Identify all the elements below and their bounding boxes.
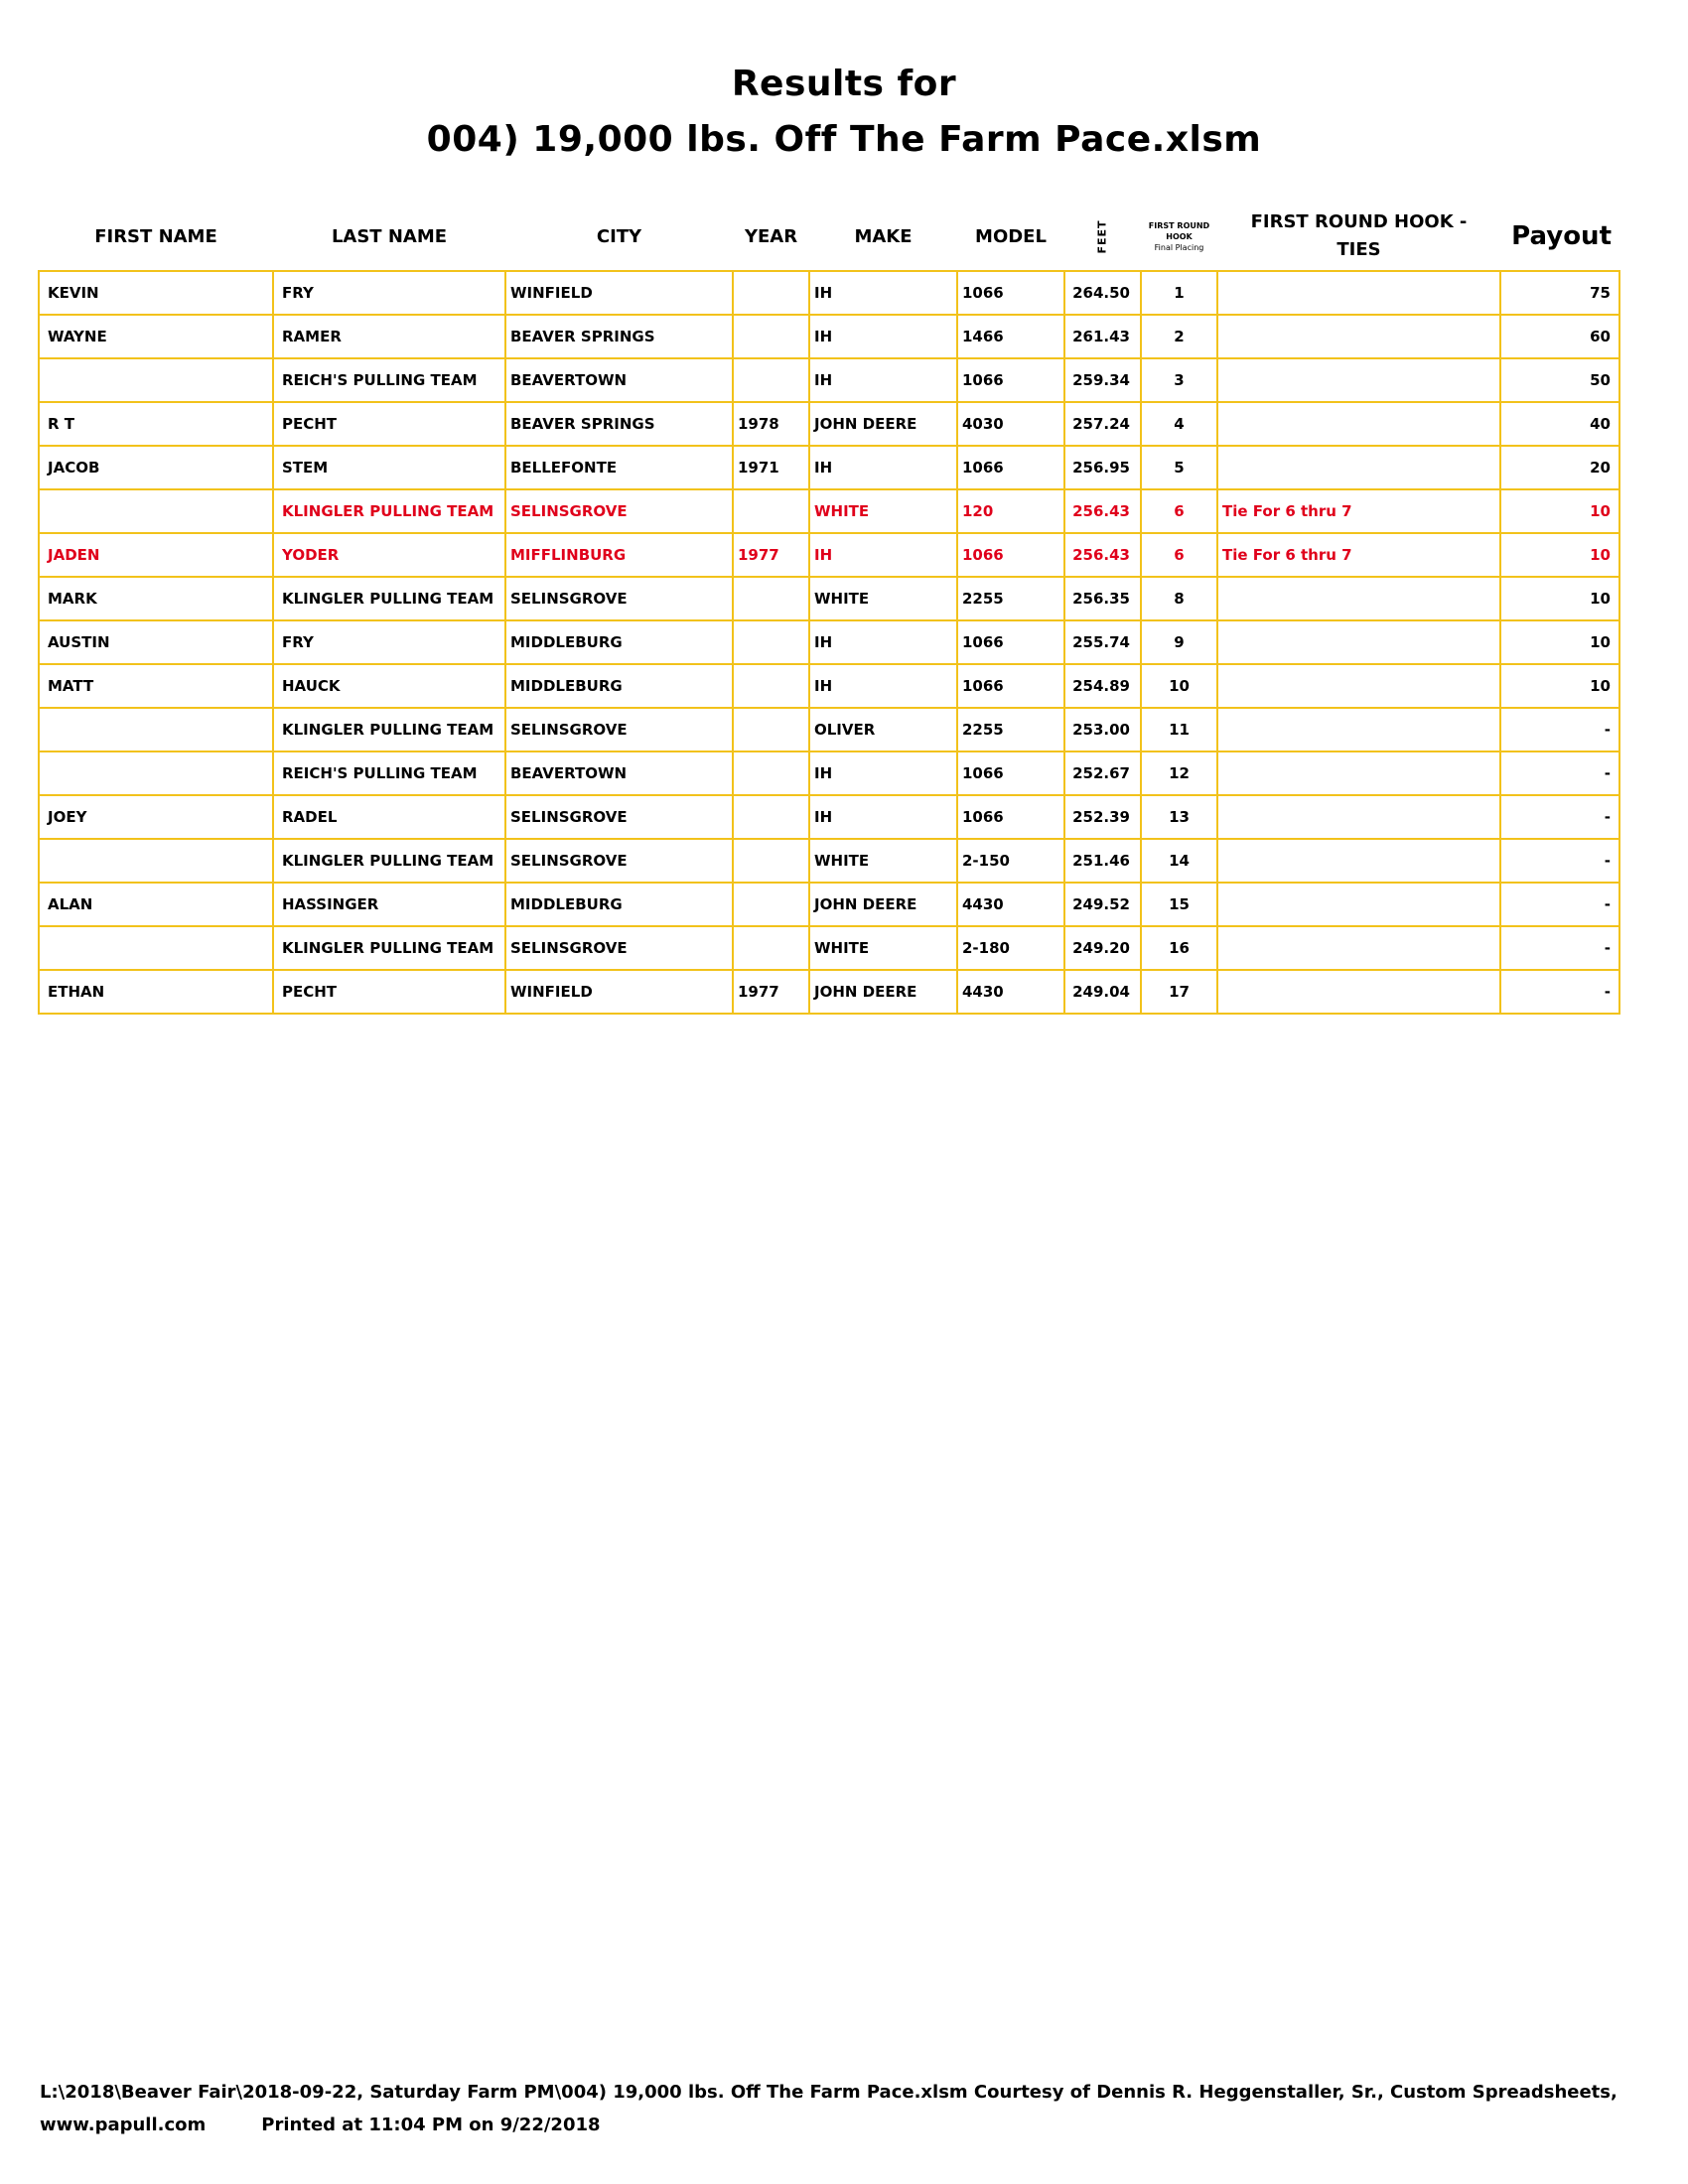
feet-cell: 249.20 [1064, 926, 1141, 970]
ties-cell [1217, 315, 1500, 358]
placing-cell: 10 [1141, 664, 1217, 708]
payout-cell: - [1500, 708, 1619, 751]
first-name-cell [39, 489, 273, 533]
placing-cell: 4 [1141, 402, 1217, 446]
header-model: MODEL [957, 203, 1064, 271]
make-cell: IH [809, 446, 957, 489]
make-cell: IH [809, 358, 957, 402]
first-name-cell: MARK [39, 577, 273, 620]
make-cell: WHITE [809, 839, 957, 883]
make-cell: IH [809, 795, 957, 839]
city-cell: WINFIELD [505, 271, 733, 315]
footer-path: L:\2018\Beaver Fair\2018-09-22, Saturday Farm PM\004) 19,000 lbs. Off The Farm Pace.xlsm Courtesy of Dennis R. Heggenstaller, Sr., Custom Spreadsheets, [40, 2082, 1618, 2103]
last-name-cell: KLINGLER PULLING TEAM [273, 926, 505, 970]
header-first-name: FIRST NAME [39, 203, 273, 271]
placing-cell: 16 [1141, 926, 1217, 970]
table-row [39, 883, 1619, 926]
feet-cell: 249.04 [1064, 970, 1141, 1014]
ties-cell [1217, 358, 1500, 402]
first-name-cell: MATT [39, 664, 273, 708]
model-cell: 1066 [957, 533, 1064, 577]
payout-cell: - [1500, 751, 1619, 795]
ties-cell [1217, 970, 1500, 1014]
last-name-cell: FRY [273, 271, 505, 315]
table-row [39, 402, 1619, 446]
first-name-cell: KEVIN [39, 271, 273, 315]
make-cell: WHITE [809, 926, 957, 970]
city-cell: MIDDLEBURG [505, 620, 733, 664]
city-cell: SELINSGROVE [505, 926, 733, 970]
year-cell [733, 751, 809, 795]
table-row [39, 446, 1619, 489]
payout-cell: - [1500, 970, 1619, 1014]
header-frh-line-3: Final Placing [1154, 242, 1204, 252]
city-cell: MIDDLEBURG [505, 664, 733, 708]
make-cell: IH [809, 533, 957, 577]
first-name-cell [39, 708, 273, 751]
year-cell: 1977 [733, 970, 809, 1014]
year-cell [733, 664, 809, 708]
model-cell: 1066 [957, 271, 1064, 315]
ties-cell [1217, 839, 1500, 883]
placing-cell: 2 [1141, 315, 1217, 358]
ties-cell [1217, 620, 1500, 664]
make-cell: IH [809, 751, 957, 795]
last-name-cell: HASSINGER [273, 883, 505, 926]
make-cell: IH [809, 620, 957, 664]
last-name-cell: KLINGLER PULLING TEAM [273, 839, 505, 883]
placing-cell: 11 [1141, 708, 1217, 751]
last-name-cell: HAUCK [273, 664, 505, 708]
table-row [39, 664, 1619, 708]
header-row [39, 203, 1619, 271]
table-row [39, 489, 1619, 533]
model-cell: 2-150 [957, 839, 1064, 883]
results-table [38, 203, 1620, 1015]
last-name-cell: KLINGLER PULLING TEAM [273, 577, 505, 620]
last-name-cell: YODER [273, 533, 505, 577]
results-body [39, 271, 1619, 1014]
placing-cell: 5 [1141, 446, 1217, 489]
payout-cell: 10 [1500, 577, 1619, 620]
header-feet [1064, 203, 1141, 271]
table-row [39, 358, 1619, 402]
header-ties-line-1: FIRST ROUND HOOK - [1250, 211, 1468, 232]
payout-cell: 10 [1500, 620, 1619, 664]
feet-cell: 256.43 [1064, 489, 1141, 533]
year-cell [733, 489, 809, 533]
header-make: MAKE [809, 203, 957, 271]
table-row [39, 839, 1619, 883]
model-cell: 2-180 [957, 926, 1064, 970]
city-cell: SELINSGROVE [505, 839, 733, 883]
model-cell: 120 [957, 489, 1064, 533]
header-feet-label: FEET [1095, 218, 1109, 254]
city-cell: SELINSGROVE [505, 708, 733, 751]
city-cell: BEAVERTOWN [505, 358, 733, 402]
last-name-cell: RADEL [273, 795, 505, 839]
make-cell: JOHN DEERE [809, 970, 957, 1014]
title-line-1: Results for [731, 64, 957, 104]
model-cell: 2255 [957, 577, 1064, 620]
first-name-cell: AUSTIN [39, 620, 273, 664]
year-cell [733, 620, 809, 664]
header-ties-line-2: TIES [1336, 239, 1381, 260]
table-row [39, 708, 1619, 751]
last-name-cell: KLINGLER PULLING TEAM [273, 489, 505, 533]
feet-cell: 264.50 [1064, 271, 1141, 315]
payout-cell: 10 [1500, 664, 1619, 708]
header-last-name: LAST NAME [273, 203, 505, 271]
feet-cell: 249.52 [1064, 883, 1141, 926]
feet-cell: 259.34 [1064, 358, 1141, 402]
header-city: CITY [505, 203, 733, 271]
last-name-cell: RAMER [273, 315, 505, 358]
ties-cell [1217, 664, 1500, 708]
first-name-cell: JACOB [39, 446, 273, 489]
ties-cell: Tie For 6 thru 7 [1217, 489, 1500, 533]
feet-cell: 257.24 [1064, 402, 1141, 446]
ties-cell [1217, 926, 1500, 970]
table-row [39, 926, 1619, 970]
first-name-cell: JADEN [39, 533, 273, 577]
ties-cell [1217, 577, 1500, 620]
placing-cell: 12 [1141, 751, 1217, 795]
city-cell: MIDDLEBURG [505, 883, 733, 926]
header-year: YEAR [733, 203, 809, 271]
first-name-cell: ETHAN [39, 970, 273, 1014]
model-cell: 4430 [957, 883, 1064, 926]
footer-printed: Printed at 11:04 PM on 9/22/2018 [261, 2115, 601, 2135]
placing-cell: 13 [1141, 795, 1217, 839]
year-cell [733, 883, 809, 926]
last-name-cell: REICH'S PULLING TEAM [273, 358, 505, 402]
city-cell: BEAVERTOWN [505, 751, 733, 795]
city-cell: SELINSGROVE [505, 489, 733, 533]
first-name-cell: ALAN [39, 883, 273, 926]
payout-cell: 10 [1500, 533, 1619, 577]
year-cell: 1977 [733, 533, 809, 577]
make-cell: IH [809, 664, 957, 708]
header-ties [1217, 203, 1500, 271]
year-cell: 1978 [733, 402, 809, 446]
placing-cell: 9 [1141, 620, 1217, 664]
city-cell: BELLEFONTE [505, 446, 733, 489]
table-row [39, 577, 1619, 620]
payout-cell: 50 [1500, 358, 1619, 402]
feet-cell: 256.35 [1064, 577, 1141, 620]
first-name-cell [39, 926, 273, 970]
year-cell: 1971 [733, 446, 809, 489]
placing-cell: 14 [1141, 839, 1217, 883]
model-cell: 4430 [957, 970, 1064, 1014]
model-cell: 1066 [957, 795, 1064, 839]
feet-cell: 255.74 [1064, 620, 1141, 664]
footer [40, 2076, 1668, 2141]
make-cell: JOHN DEERE [809, 883, 957, 926]
last-name-cell: REICH'S PULLING TEAM [273, 751, 505, 795]
feet-cell: 256.43 [1064, 533, 1141, 577]
model-cell: 1066 [957, 446, 1064, 489]
feet-cell: 256.95 [1064, 446, 1141, 489]
feet-cell: 252.39 [1064, 795, 1141, 839]
placing-cell: 17 [1141, 970, 1217, 1014]
model-cell: 1066 [957, 664, 1064, 708]
payout-cell: 60 [1500, 315, 1619, 358]
first-name-cell [39, 839, 273, 883]
feet-cell: 251.46 [1064, 839, 1141, 883]
payout-cell: - [1500, 926, 1619, 970]
table-row [39, 271, 1619, 315]
year-cell [733, 795, 809, 839]
placing-cell: 6 [1141, 489, 1217, 533]
year-cell [733, 839, 809, 883]
table-row [39, 970, 1619, 1014]
ties-cell [1217, 883, 1500, 926]
model-cell: 1466 [957, 315, 1064, 358]
first-name-cell [39, 751, 273, 795]
header-frh-line-2: HOOK [1166, 231, 1193, 241]
model-cell: 1066 [957, 358, 1064, 402]
first-name-cell [39, 358, 273, 402]
payout-cell: - [1500, 795, 1619, 839]
last-name-cell: PECHT [273, 402, 505, 446]
header-frh-line-1: FIRST ROUND [1148, 220, 1210, 230]
make-cell: WHITE [809, 489, 957, 533]
header-payout: Payout [1500, 203, 1619, 271]
payout-cell: - [1500, 883, 1619, 926]
footer-line-2 [40, 2109, 1668, 2141]
city-cell: WINFIELD [505, 970, 733, 1014]
year-cell [733, 271, 809, 315]
last-name-cell: FRY [273, 620, 505, 664]
feet-cell: 253.00 [1064, 708, 1141, 751]
table-row [39, 795, 1619, 839]
feet-cell: 252.67 [1064, 751, 1141, 795]
feet-cell: 254.89 [1064, 664, 1141, 708]
title-line-2: 004) 19,000 lbs. Off The Farm Pace.xlsm [426, 119, 1262, 160]
make-cell: OLIVER [809, 708, 957, 751]
placing-cell: 3 [1141, 358, 1217, 402]
year-cell [733, 708, 809, 751]
model-cell: 1066 [957, 620, 1064, 664]
make-cell: IH [809, 271, 957, 315]
table-row [39, 315, 1619, 358]
ties-cell [1217, 271, 1500, 315]
ties-cell [1217, 708, 1500, 751]
model-cell: 1066 [957, 751, 1064, 795]
placing-cell: 15 [1141, 883, 1217, 926]
ties-cell [1217, 795, 1500, 839]
ties-cell [1217, 402, 1500, 446]
payout-cell: 40 [1500, 402, 1619, 446]
payout-cell: 10 [1500, 489, 1619, 533]
payout-cell: 20 [1500, 446, 1619, 489]
city-cell: BEAVER SPRINGS [505, 402, 733, 446]
city-cell: SELINSGROVE [505, 577, 733, 620]
table-row [39, 533, 1619, 577]
year-cell [733, 358, 809, 402]
ties-cell [1217, 446, 1500, 489]
make-cell: JOHN DEERE [809, 402, 957, 446]
footer-website: www.papull.com [40, 2115, 207, 2135]
ties-cell [1217, 751, 1500, 795]
last-name-cell: KLINGLER PULLING TEAM [273, 708, 505, 751]
feet-cell: 261.43 [1064, 315, 1141, 358]
header-first-round-hook [1141, 203, 1217, 271]
year-cell [733, 577, 809, 620]
payout-cell: - [1500, 839, 1619, 883]
make-cell: IH [809, 315, 957, 358]
last-name-cell: PECHT [273, 970, 505, 1014]
last-name-cell: STEM [273, 446, 505, 489]
city-cell: SELINSGROVE [505, 795, 733, 839]
year-cell [733, 926, 809, 970]
first-name-cell: WAYNE [39, 315, 273, 358]
first-name-cell: R T [39, 402, 273, 446]
model-cell: 4030 [957, 402, 1064, 446]
model-cell: 2255 [957, 708, 1064, 751]
city-cell: MIFFLINBURG [505, 533, 733, 577]
ties-cell: Tie For 6 thru 7 [1217, 533, 1500, 577]
placing-cell: 1 [1141, 271, 1217, 315]
year-cell [733, 315, 809, 358]
placing-cell: 8 [1141, 577, 1217, 620]
table-row [39, 620, 1619, 664]
payout-cell: 75 [1500, 271, 1619, 315]
first-name-cell: JOEY [39, 795, 273, 839]
table-row [39, 751, 1619, 795]
placing-cell: 6 [1141, 533, 1217, 577]
make-cell: WHITE [809, 577, 957, 620]
city-cell: BEAVER SPRINGS [505, 315, 733, 358]
